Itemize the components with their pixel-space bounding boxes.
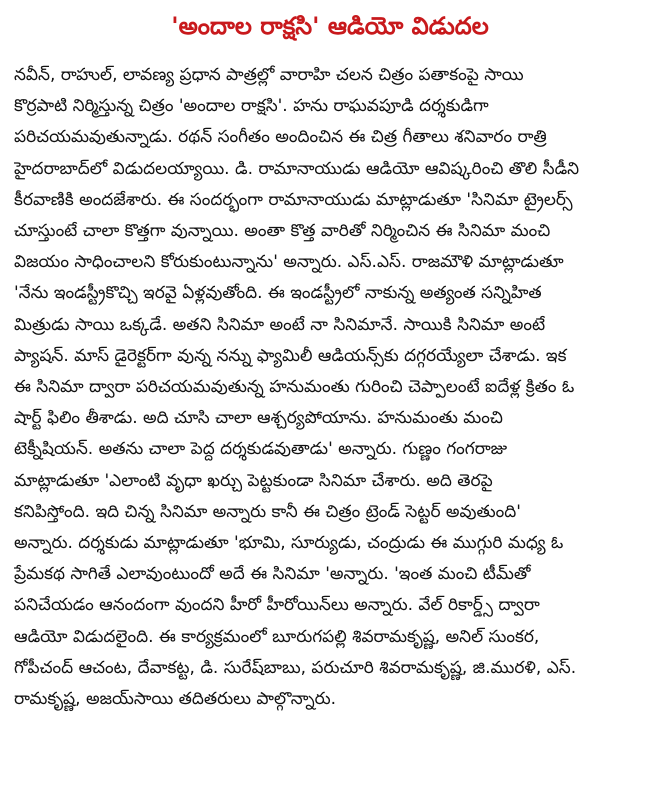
article-line: 'నేను ఇండస్ట్రీకొచ్చి ఇరవై ఏళ్లవుతోంది. ఈ ఇండస్ట్రీలో నాకున్న అత్యంత సన్నిహిత [14,283,542,304]
article-line: ఈ సినిమా ద్వారా పరిచయమవుతున్న హనుమంతు గురించి చెప్పాలంటే ఐదేళ్ల క్రితం ఓ [14,377,575,398]
article-line: కనిపిస్తోంది. ఇది చిన్న సినిమా అన్నారు కానీ ఈ చిత్రం ట్రెండ్ సెట్టర్ అవుతుంది' [14,501,521,522]
article-line: పనిచేయడం ఆనందంగా వుందని హీరో హీరోయిన్‌లు అన్నారు. వేల్ రికార్డ్స్ ద్వారా [14,595,540,616]
article-line: ప్రేమకథ సాగితే ఎలావుంటుందో అదే ఈ సినిమా 'అన్నారు. 'ఇంత మంచి టీమ్‌తో [14,564,531,585]
article-line: మిత్రుడు సాయి ఒక్కడే. అతని సినిమా అంటే నా సినిమానే. సాయికి సినిమా అంటే [14,314,546,335]
article-line: ఆడియో విడుదలైంది. ఈ కార్యక్రమంలో బూరుగపల్లి శివరామకృష్ణ, అనిల్ సుంకర, [14,626,540,647]
headline: 'అందాల రాక్షసి' ఆడియో విడుదల [171,12,489,40]
article-line: రామకృష్ణ, అజయ్‌సాయి తదితరులు పాల్గొన్నారు. [14,689,337,710]
article-line: చూస్తుంటే చాలా కొత్తగా వున్నాయి. అంతా కొత్త వారితో నిర్మించిన ఈ సినిమా మంచి [14,221,551,242]
article-line: టెక్నీషియన్. అతను చాలా పెద్ద దర్శకుడవుతాడు' అన్నారు. గుణ్ణం గంగరాజు [14,439,508,460]
article-body [14,60,646,715]
article-line: మాట్లాడుతూ 'ఎలాంటి వృధా ఖర్చు పెట్టకుండా సినిమా చేశారు. అది తెరపై [14,470,493,491]
article-line: కొర్రపాటి నిర్మిస్తున్న చిత్రం 'అందాల రాక్షసి'. హను రాఘవపూడి దర్శకుడిగా [14,96,489,117]
article-line: షార్ట్ ఫిలిం తీశాడు. అది చూసి చాలా ఆశ్చర్యపోయాను. హనుమంతు మంచి [14,408,503,429]
article-line: నవీన్, రాహుల్, లావణ్య ప్రధాన పాత్రల్లో వారాహి చలన చిత్రం పతాకంపై సాయి [14,65,524,85]
article-line: విజయం సాధించాలని కోరుకుంటున్నాను' అన్నారు. ఎస్.ఎస్. రాజమౌళి మాట్లాడుతూ [14,252,564,273]
article-line: ప్యాషన్. మాస్ డైరెక్టర్‌గా వున్న నన్ను ఫ్యామిలీ ఆడియన్స్‌కు దగ్గరయ్యేలా చేశాడు. ఇక [14,345,567,366]
article-line: అన్నారు. దర్శకుడు మాట్లాడుతూ 'భూమి, సూర్యుడు, చంద్రుడు ఈ ముగ్గురి మధ్య ఓ [14,533,564,554]
article-line: హైదరాబాద్‌లో విడుదలయ్యాయి. డి. రామానాయుడు ఆడియో ఆవిష్కరించి తొలి సీడీని [14,158,580,179]
article-line: పరిచయమవుతున్నాడు. రథన్ సంగీతం అందించిన ఈ చిత్ర గీతాలు శనివారం రాత్రి [14,127,547,148]
article-line: కీరవాణికి అందజేశారు. ఈ సందర్భంగా రామానాయుడు మాట్లాడుతూ 'సినిమా ట్రైలర్స్ [14,189,573,210]
article-line: గోపీచంద్ ఆచంట, దేవాకట్ట, డి. సురేష్‌బాబు, పరుచూరి శివరామకృష్ణ, జి.మురళి, ఎస్. [14,657,577,678]
